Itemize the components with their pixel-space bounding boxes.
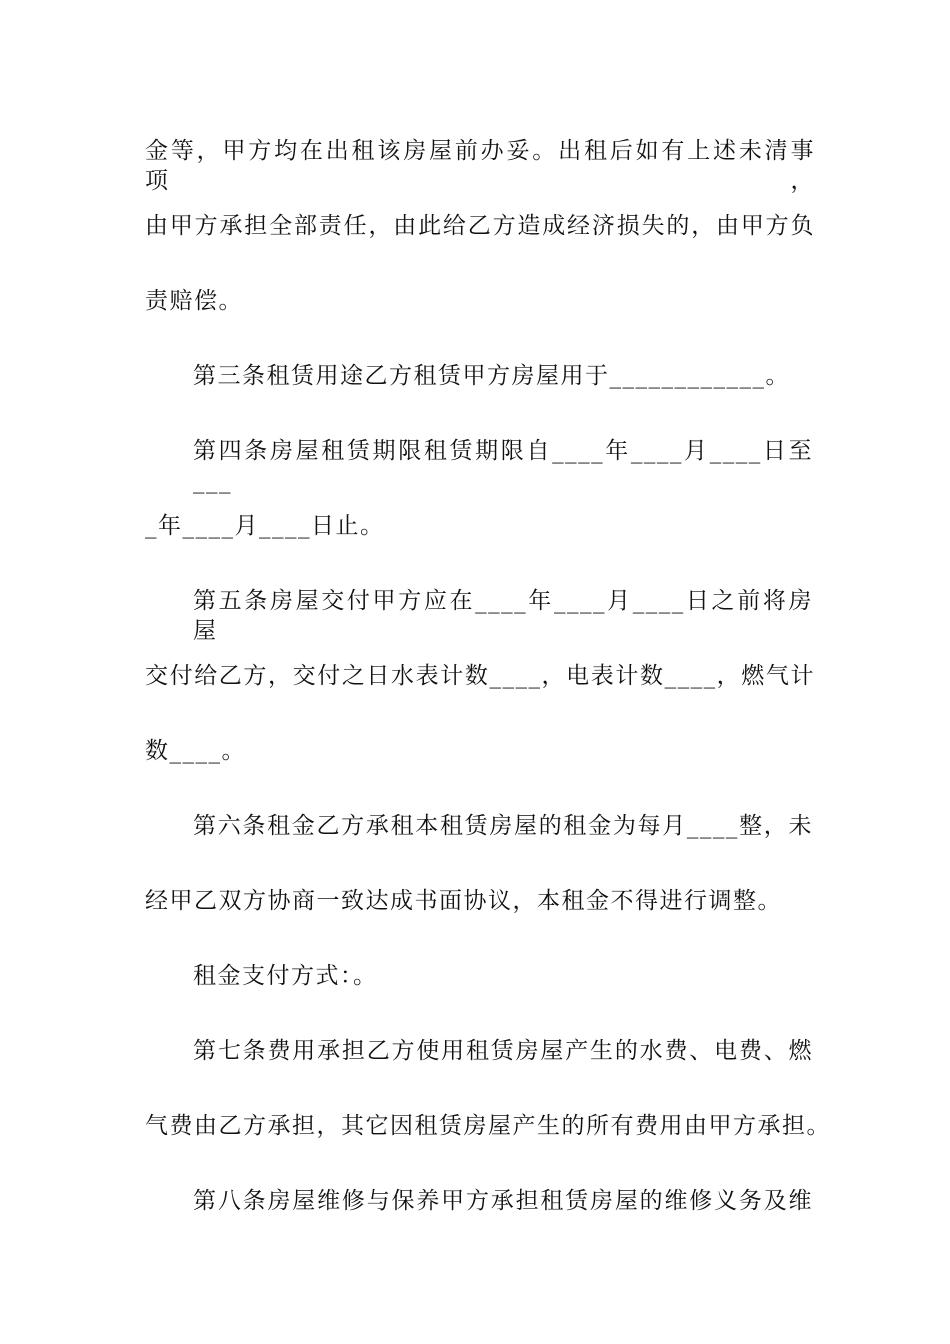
article-4-line-2: _年____月____日止。 (145, 513, 385, 539)
article-4-line-1: 第四条房屋租赁期限租赁期限自____年____月____日至___ (193, 438, 813, 494)
rent-payment-line: 租金支付方式：。 (193, 963, 378, 989)
article-5-line-1: 第五条房屋交付甲方应在____年____月____日之前将房屋 (193, 588, 813, 644)
text-line-3: 责赔偿。 (145, 288, 243, 314)
article-7-line-1: 第七条费用承担乙方使用租赁房屋产生的水费、电费、燃 (193, 1038, 813, 1064)
article-6-line-2: 经甲乙双方协商一致达成书面协议，本租金不得进行调整。 (145, 888, 782, 914)
article-5-line-2: 交付给乙方，交付之日水表计数____，电表计数____，燃气计 (145, 663, 815, 689)
article-8-line-1: 第八条房屋维修与保养甲方承担租赁房屋的维修义务及维 (193, 1188, 813, 1214)
text-line-2: 由甲方承担全部责任，由此给乙方造成经济损失的，由甲方负 (145, 213, 815, 239)
article-6-line-1: 第六条租金乙方承租本租赁房屋的租金为每月____整，未 (193, 813, 813, 839)
article-7-line-2: 气费由乙方承担，其它因租赁房屋产生的所有费用由甲方承担。 (145, 1113, 831, 1139)
article-5-line-3: 数____。 (145, 738, 246, 764)
article-3-line: 第三条租赁用途乙方租赁甲方房屋用于____________。 (193, 363, 790, 389)
text-line-1: 金等，甲方均在出租该房屋前办妥。出租后如有上述未清事项， (145, 138, 815, 194)
